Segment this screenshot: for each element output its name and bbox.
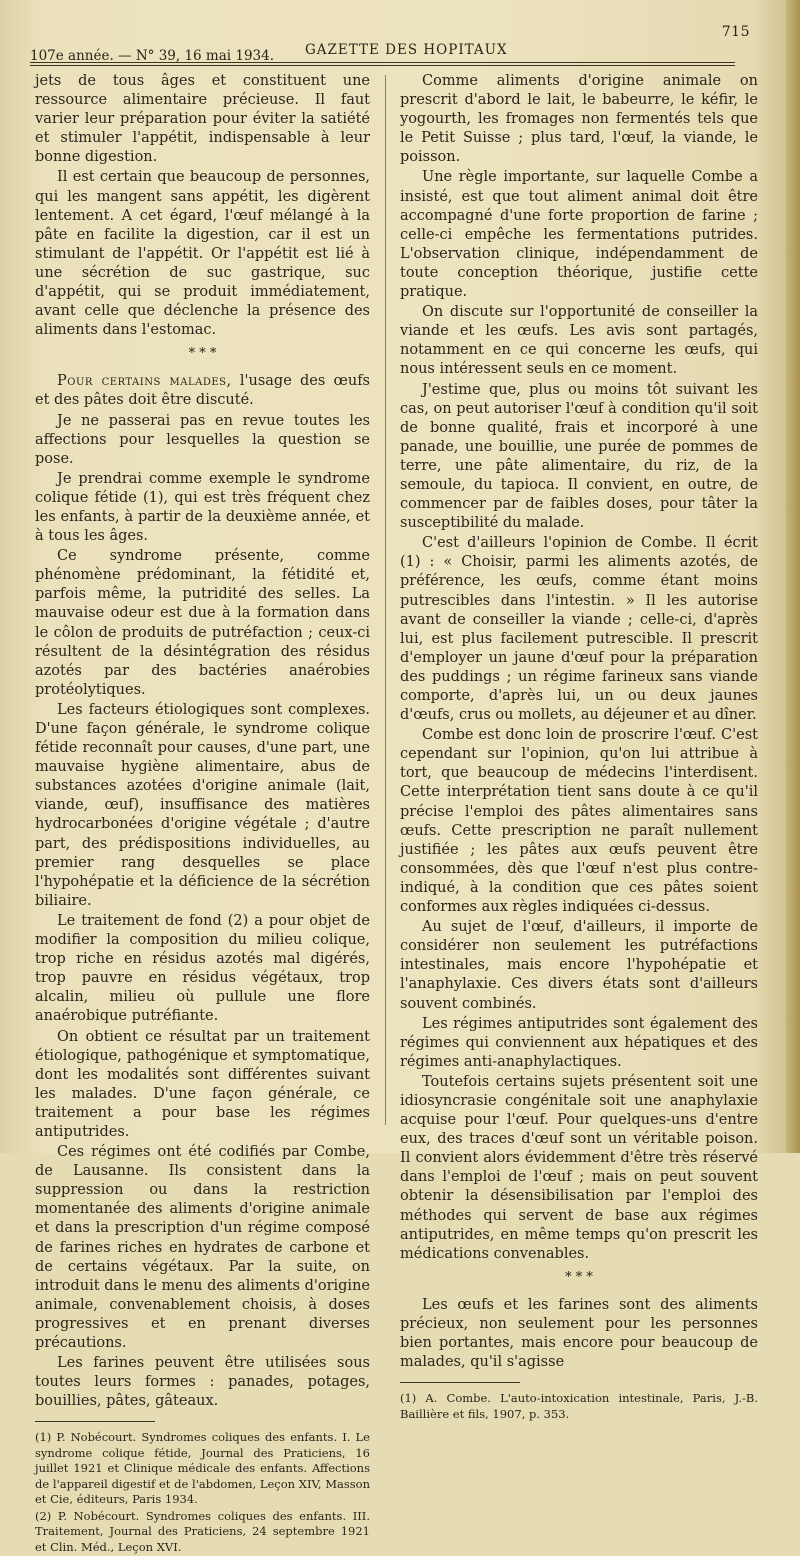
paragraph: Il est certain que beaucoup de personnes, qui les mangent sans appétit, les digèrent lentement. A cet égard, l'œuf mélangé à la pâte en facilite la digestion, car il est un stimulant de l'appétit. Or l'appétit est lié à une sécrétion de suc gastrique, suc d'appétit, qui se produit immédiatement, avant celle que déclenche la présence des aliments dans l'estomac. [35, 169, 370, 339]
section-separator: * * * [188, 346, 217, 362]
paragraph: jets de tous âges et constituent une ressource alimentaire précieuse. Il faut varier leur préparation pour éviter la satiété et stimuler l'appétit, indispensable à leur bonne digestion. [35, 73, 370, 166]
section-separator: * * * [565, 1269, 593, 1285]
paragraph: Comme aliments d'origine animale on prescrit d'abord le lait, le babeurre, le kéfir, le yogourth, les fromages non fermentés tels que le Petit Suisse ; plus tard, l'œuf, la viande, le poisson. [400, 73, 758, 166]
right-column [400, 72, 758, 1423]
paragraph: C'est d'ailleurs l'opinion de Combe. Il écrit (1) : « Choisir, parmi les aliments azotés, de préférence, les œufs, comme étant moins putrescibles dans l'intestin. » Il les autorise avant de conseiller la viande ; celle-ci, d'après lui, est plus facilement putrescible. Il prescrit d'employer un jaune d'œuf pour la préparation des puddings ; un régime farineux sans viande comporte, d'après lui, un ou deux jaunes d'œufs, crus ou mollets, au déjeuner et au dîner. [400, 535, 758, 724]
footnote: (1) P. Nobécourt. Syndromes coliques des enfants. I. Le syndrome colique fétide, Journal des Praticiens, 16 juillet 1921 et Clinique médicale des enfants. Affections de l'appareil digestif et de l'abdomen, Leçon XIV, Masson et Cie, éditeurs, Paris 1934. [35, 1430, 370, 1507]
paragraph: Ce syndrome présente, comme phénomène prédominant, la fétidité et, parfois même, la putridité des selles. La mauvaise odeur est due à la formation dans le côlon de produits de putréfaction ; ceux-ci résultent de la désintégration des résidus azotés par des bactéries anaérobies protéolytiques. [35, 548, 370, 698]
footnote: (2) P. Nobécourt. Syndromes coliques des enfants. III. Traitement, Journal des Praticiens, 24 septembre 1921 et Clin. Méd., Leçon XVI. [35, 1508, 370, 1554]
paragraph: Au sujet de l'œuf, d'ailleurs, il importe de considérer non seulement les putréfactions intestinales, mais encore l'hypohépatie et l'anaphylaxie. Ces divers états sont d'ailleurs souvent combinés. [400, 919, 758, 1012]
paragraph: J'estime que, plus ou moins tôt suivant les cas, on peut autoriser l'œuf à condition qu'il soit de bonne qualité, frais et incorporé à une panade, une bouillie, une purée de pommes de terre, une pâte alimentaire, du riz, de la semoule, du tapioca. Il convient, en outre, de commencer par de faibles doses, pour tâter la susceptibilité du malade. [400, 381, 758, 532]
paragraph: Les facteurs étiologiques sont complexes. D'une façon générale, le syndrome colique fétide reconnaît pour causes, d'une part, une mauvaise hygiène alimentaire, abus de substances azotées d'origine animale (lait, viande, œuf), insuffisance des matières hydrocarbonées d'origine végétale ; d'autre part, des prédispositions individuelles, au premier rang desquelles se place l'hypohépatie et la déficience de la sécrétion biliaire. [35, 701, 370, 909]
paragraph: Je ne passerai pas en revue toutes les affections pour lesquelles la question se pose. [35, 412, 370, 467]
left-column [35, 72, 370, 1556]
column-divider [385, 75, 386, 1125]
page-edge [786, 0, 800, 1153]
paragraph: Une règle importante, sur laquelle Combe a insisté, est que tout aliment animal doit être accompagné d'une forte proportion de farine ; celle-ci empêche les fermentations putrides. L'observation clinique, indépendamment de toute conception théorique, justifie cette pratique. [400, 169, 758, 301]
paragraph: Je prendrai comme exemple le syndrome colique fétide (1), qui est très fréquent chez les enfants, à partir de la deuxième année, et à tous les âges. [35, 470, 370, 545]
paragraph: On discute sur l'opportunité de conseiller la viande et les œufs. Les avis sont partagés, notamment en ce qui concerne les œufs, qui nous intéressent seuls en ce moment. [400, 304, 758, 378]
header-rule-double [30, 65, 735, 66]
journal-title: GAZETTE DES HOPITAUX [305, 42, 508, 58]
page-number: 715 [721, 24, 750, 40]
paragraph: On obtient ce résultat par un traitement étiologique, pathogénique et symptomatique, dont les modalités sont différentes suivant les malades. D'une façon générale, ce traitement a pour base les régimes antiputrides. [35, 1028, 370, 1140]
paragraph: Ces régimes ont été codifiés par Combe, de Lausanne. Ils consistent dans la suppression ou dans la restriction momentanée des aliments d'origine animale et dans la prescription d'un régime composé de farines riches en hydrates de carbone et de certains végétaux. Par la suite, on introduit dans le menu des aliments d'origine animale, convenablement choisis, à doses progressives et en prenant diverses précautions. [35, 1144, 370, 1351]
footnote: (1) A. Combe. L'auto-intoxication intestinale, Paris, J.-B. Baillière et fils, 1907, p. 353. [400, 1391, 758, 1421]
issue-line: 107e année. — N° 39, 16 mai 1934. [30, 48, 275, 64]
paragraph: Les œufs et les farines sont des aliments précieux, non seulement pour les personnes bien portantes, mais encore pour beaucoup de malades, qu'il s'agisse [400, 1296, 758, 1371]
footnote-rule [35, 1421, 155, 1422]
paragraph: Les farines peuvent être utilisées sous toutes leurs formes : panades, potages, bouillies, pâtes, gâteaux. [35, 1355, 370, 1410]
header-rule [30, 62, 735, 63]
paragraph: Combe est donc loin de proscrire l'œuf. C'est cependant sur l'opinion, qu'on lui attribue à tort, que beaucoup de médecins l'interdisent. Cette interprétation tient sans doute à ce qu'il précise l'emploi des pâtes alimentaires sans œufs. Cette prescription ne paraît nullement justifiée ; les pâtes aux œufs peuvent être consommées, dès que l'œuf n'est plus contre-indiqué, à la condition que ces pâtes soient conformes aux règles indiquées ci-dessus. [400, 727, 758, 916]
paragraph-text: l'usage des œufs et des pâtes doit être discuté. [35, 373, 371, 409]
paragraph: Toutefois certains sujets présentent soit une idiosyncrasie congénitale soit une anaphylaxie acquise pour l'œuf. Pour quelques-uns d'entre eux, des traces d'œuf sont un véritable poison. Il convient alors évidemment d'être très réservé dans l'emploi de l'œuf ; mais on peut souvent obtenir la désensibilisation par l'emploi des méthodes qui servent de base aux régimes antiputrides, en même temps qu'on prescrit les médications convenables. [400, 1073, 758, 1262]
paragraph [35, 372, 370, 410]
paragraph: Les régimes antiputrides sont également des régimes qui conviennent aux hépatiques et des régimes anti-anaphylactiques. [400, 1015, 758, 1070]
footnote-rule [400, 1382, 520, 1383]
paragraph: Le traitement de fond (2) a pour objet de modifier la composition du milieu colique, trop riche en résidus azotés mal digérés, trop pauvre en résidus végétaux, trop alcalin, milieu où pullule une flore anaérobique putréfiante. [35, 912, 370, 1025]
lead-in: Pour certains malades, [57, 373, 232, 390]
